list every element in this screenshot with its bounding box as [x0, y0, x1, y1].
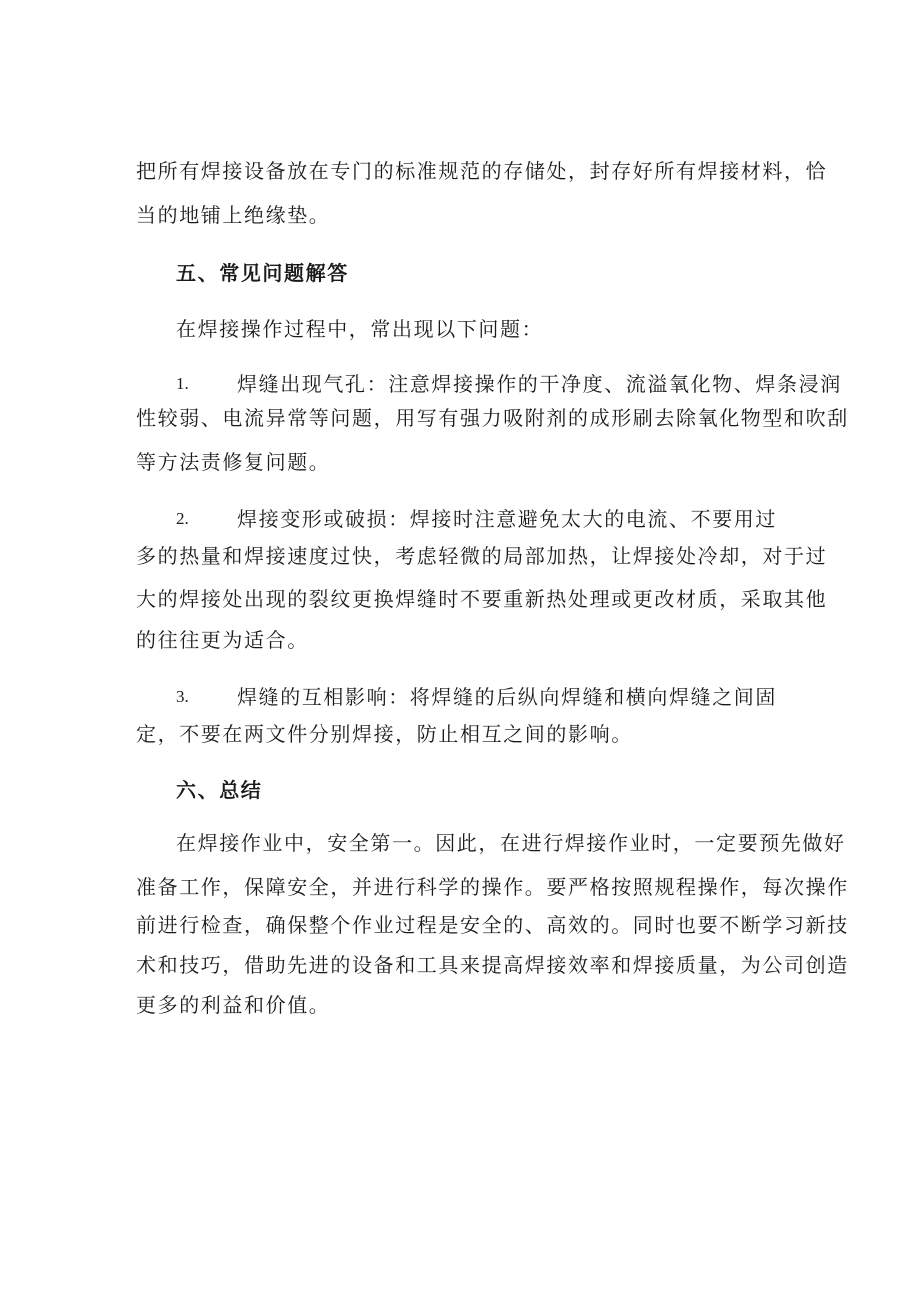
item-2-line-1: 焊接变形或破损：焊接时注意避免太大的电流、不要用过: [237, 507, 777, 531]
intro-line-1: 把所有焊接设备放在专门的标准规范的存储处，封存好所有焊接材料，恰: [136, 159, 828, 183]
summary-line-2: 准备工作，保障安全，并进行科学的操作。要严格按照规程操作，每次操作: [136, 875, 849, 899]
item-2-line-3: 大的焊接处出现的裂纹更换焊缝时不要重新热处理或更改材质，采取其他: [136, 587, 828, 611]
item-3-line-1: 焊缝的互相影响：将焊缝的后纵向焊缝和横向焊缝之间固: [237, 685, 777, 709]
item-3-line-2: 定，不要在两文件分别焊接，防止相互之间的影响。: [136, 722, 633, 746]
item-2-line-2: 多的热量和焊接速度过快，考虑轻微的局部加热，让焊接处冷却，对于过: [136, 544, 828, 568]
item-3-number: 3.: [176, 687, 189, 706]
item-1-line-2: 性较弱、电流异常等问题，用写有强力吸附剂的成形刷去除氧化物型和吹刮: [136, 406, 849, 430]
section-5-intro: 在焊接操作过程中，常出现以下问题：: [176, 317, 544, 341]
summary-line-5: 更多的利益和价值。: [136, 993, 331, 1017]
section-5-heading: 五、常见问题解答: [176, 261, 349, 285]
intro-line-2: 当的地铺上绝缘垫。: [136, 203, 331, 227]
summary-line-1: 在焊接作业中，安全第一。因此，在进行焊接作业时，一定要预先做好: [176, 831, 846, 855]
item-2-number: 2.: [176, 509, 189, 528]
summary-line-4: 术和技巧，借助先进的设备和工具来提高焊接效率和焊接质量，为公司创造: [136, 953, 849, 977]
section-6-heading: 六、总结: [176, 778, 263, 802]
item-1-line-3: 等方法责修复问题。: [136, 450, 331, 474]
summary-line-3: 前进行检查，确保整个作业过程是安全的、高效的。同时也要不断学习新技: [136, 913, 849, 937]
item-1-line-1: 焊缝出现气孔：注意焊接操作的干净度、流溢氧化物、焊条浸润: [237, 372, 842, 396]
item-2-line-4: 的往往更为适合。: [136, 628, 309, 652]
item-1-number: 1.: [176, 374, 189, 393]
